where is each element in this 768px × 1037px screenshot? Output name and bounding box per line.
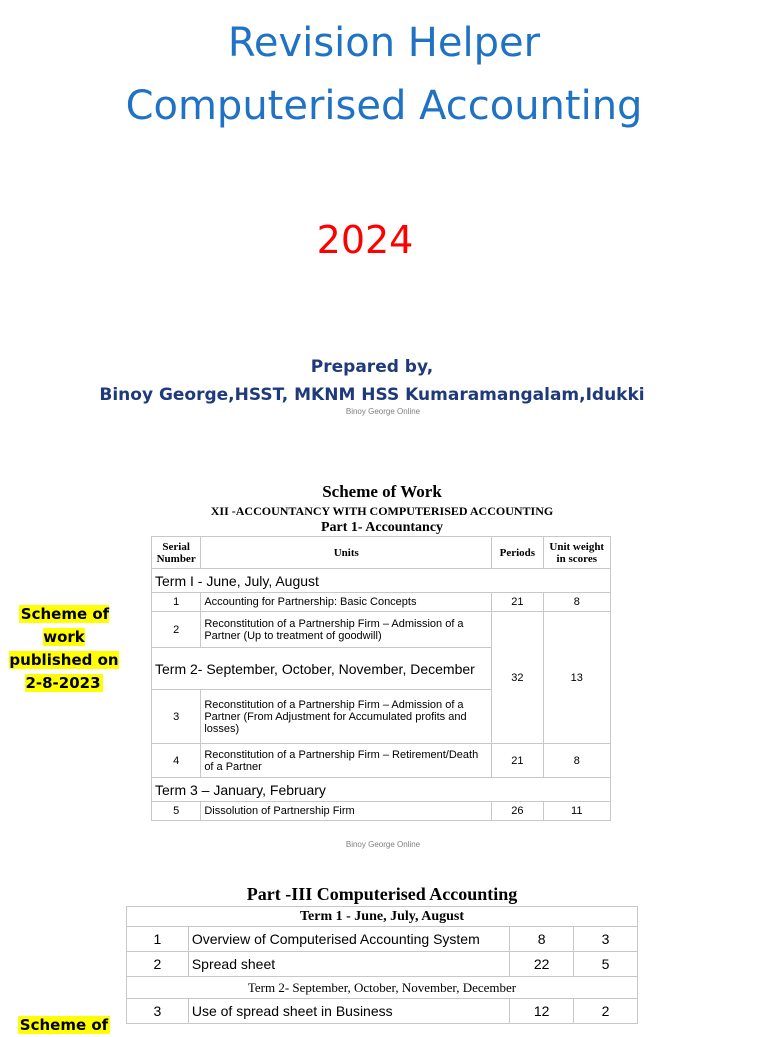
row-number: 3 (127, 999, 189, 1024)
table-row (127, 999, 638, 1024)
term-row (152, 778, 611, 802)
row-number: 2 (127, 952, 189, 977)
table-row (127, 927, 638, 952)
row-periods: 8 (510, 927, 574, 952)
row-unit: Use of spread sheet in Business (188, 999, 509, 1024)
row-periods: 21 (492, 593, 543, 612)
row-weight: 3 (574, 927, 638, 952)
header-weight: Unit weight in scores (543, 537, 610, 569)
watermark-1: Binoy George Online (345, 407, 421, 416)
author: Binoy George,HSST, MKNM HSS Kumaramangalam,Idukki (99, 385, 645, 405)
row-number: 1 (152, 593, 201, 612)
title-line-2: Computerised Accounting (125, 83, 643, 129)
side-note-text: Scheme of work published on 2-8-2023 (9, 605, 119, 692)
side-note-2-text: Scheme of (19, 1016, 109, 1034)
merged-periods: 32 (492, 612, 543, 744)
row-weight: 8 (543, 744, 610, 778)
row-periods: 26 (492, 802, 543, 821)
term-row (152, 569, 611, 593)
table-row (152, 612, 611, 648)
term-row (127, 907, 638, 927)
row-number: 2 (152, 612, 201, 648)
term-2-label: Term 2- September, October, November, December (152, 648, 492, 690)
row-weight: 2 (574, 999, 638, 1024)
row-number: 5 (152, 802, 201, 821)
row-periods: 21 (492, 744, 543, 778)
part3-heading: Part -III Computerised Accounting (246, 884, 518, 904)
row-number: 3 (152, 690, 201, 744)
row-unit: Reconstitution of a Partnership Firm – Retirement/Death of a Partner (201, 744, 492, 778)
table-row (127, 952, 638, 977)
watermark-2: Binoy George Online (345, 840, 421, 849)
part3-term-1: Term 1 - June, July, August (127, 907, 638, 927)
term-1-label: Term I - June, July, August (152, 569, 611, 593)
header-periods: Periods (492, 537, 543, 569)
row-unit: Reconstitution of a Partnership Firm – Admission of a Partner (Up to treatment of goodwill) (201, 612, 492, 648)
table-header-row (152, 537, 611, 569)
row-periods: 22 (510, 952, 574, 977)
scheme-subheading: XII -ACCOUNTANCY WITH COMPUTERISED ACCOUNTING (210, 504, 554, 518)
year: 2024 (316, 218, 414, 262)
row-unit: Spread sheet (188, 952, 509, 977)
row-number: 1 (127, 927, 189, 952)
row-weight: 8 (543, 593, 610, 612)
row-unit: Accounting for Partnership: Basic Concepts (201, 593, 492, 612)
scheme-heading: Scheme of Work (322, 482, 442, 501)
merged-weight: 13 (543, 612, 610, 744)
scheme-part: Part 1- Accountancy (320, 520, 444, 535)
term-row (127, 977, 638, 999)
row-periods: 12 (510, 999, 574, 1024)
part3-term-2: Term 2- September, October, November, December (127, 977, 638, 999)
header-units: Units (201, 537, 492, 569)
part3-table (126, 906, 638, 1024)
title-line-1: Revision Helper (227, 20, 541, 66)
table-row (152, 744, 611, 778)
table-row (152, 802, 611, 821)
side-note-2 (8, 1014, 120, 1037)
row-weight: 11 (543, 802, 610, 821)
row-unit: Dissolution of Partnership Firm (201, 802, 492, 821)
term-3-label: Term 3 – January, February (152, 778, 611, 802)
header-serial: Serial Number (152, 537, 201, 569)
prepared-label: Prepared by, (310, 357, 434, 377)
row-number: 4 (152, 744, 201, 778)
row-weight: 5 (574, 952, 638, 977)
row-unit: Reconstitution of a Partnership Firm – Admission of a Partner (From Adjustment for Accumulated profits and losses) (201, 690, 492, 744)
row-unit: Overview of Computerised Accounting System (188, 927, 509, 952)
side-note (8, 603, 120, 695)
table-row (152, 593, 611, 612)
scheme-table (151, 536, 611, 821)
